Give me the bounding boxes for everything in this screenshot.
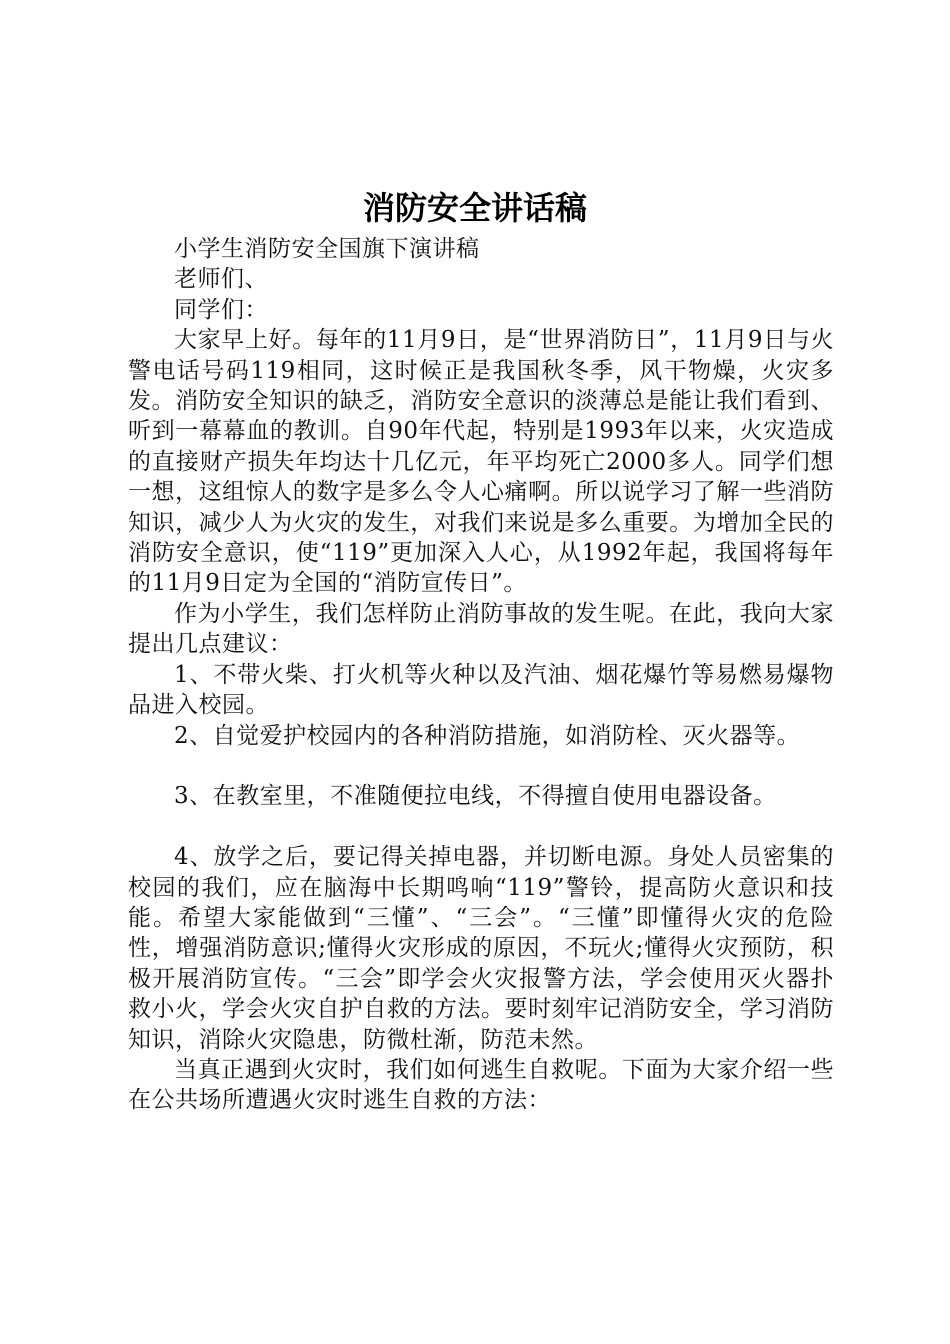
salutation-teachers: 老师们、 (174, 266, 268, 293)
paragraph-intro: 大家早上好。每年的11月9日，是“世界消防日”，11月9日与火警电话号码119相同，这时候正是我国秋冬季，风干物燥，火灾多发。消防安全知识的缺乏，消防安全意识的淡薄总是能让我们看到、听到一幕幕血的教训。自90年代起，特别是1993年以来，火灾造成的直接财产损失年均达十几亿元，年平均死亡2000多人。同学们想一想，这组惊人的数字是多么令人心痛啊。所以说学习了解一些消防知识，减少人为火灾的发生，对我们来说是多么重要。为增加全民的消防安全意识，使“119”更加深入人心，从1992年起，我国将每年的11月9日定为全国的“消防宣传日”。 (128, 327, 834, 597)
suggestion-2: 2、自觉爱护校园内的各种消防措施，如消防栓、灭火器等。 (174, 722, 801, 749)
suggestion-3: 3、在教室里，不准随便拉电线，不得擅自使用电器设备。 (174, 783, 777, 810)
paragraph-suggestions-lead: 作为小学生，我们怎样防止消防事故的发生呢。在此，我向大家提出几点建议： (128, 600, 834, 658)
suggestion-4: 4、放学之后，要记得关掉电器，并切断电源。身处人员密集的校园的我们，应在脑海中长期鸣响“119”警铃，提高防火意识和技能。希望大家能做到“三懂”、“三会”。“三懂”即懂得火灾的危险性，增强消防意识;懂得火灾形成的原因，不玩火;懂得火灾预防，积极开展消防宣传。“三会”即学会火灾报警方法，学会使用灭火器扑救小火，学会火灾自护自救的方法。要时刻牢记消防安全，学习消防知识，消除火灾隐患，防微杜渐，防范未然。 (128, 844, 834, 1053)
suggestion-1: 1、不带火柴、打火机等火种以及汽油、烟花爆竹等易燃易爆物品进入校园。 (128, 661, 834, 719)
paragraph-escape: 当真正遇到火灾时，我们如何逃生自救呢。下面为大家介绍一些在公共场所遭遇火灾时逃生自救的方法： (128, 1056, 834, 1114)
speech-subtitle: 小学生消防安全国旗下演讲稿 (174, 236, 480, 262)
document-body (128, 234, 834, 1116)
document-title: 消防安全讲话稿 (362, 189, 587, 227)
salutation-students: 同学们： (174, 296, 268, 323)
